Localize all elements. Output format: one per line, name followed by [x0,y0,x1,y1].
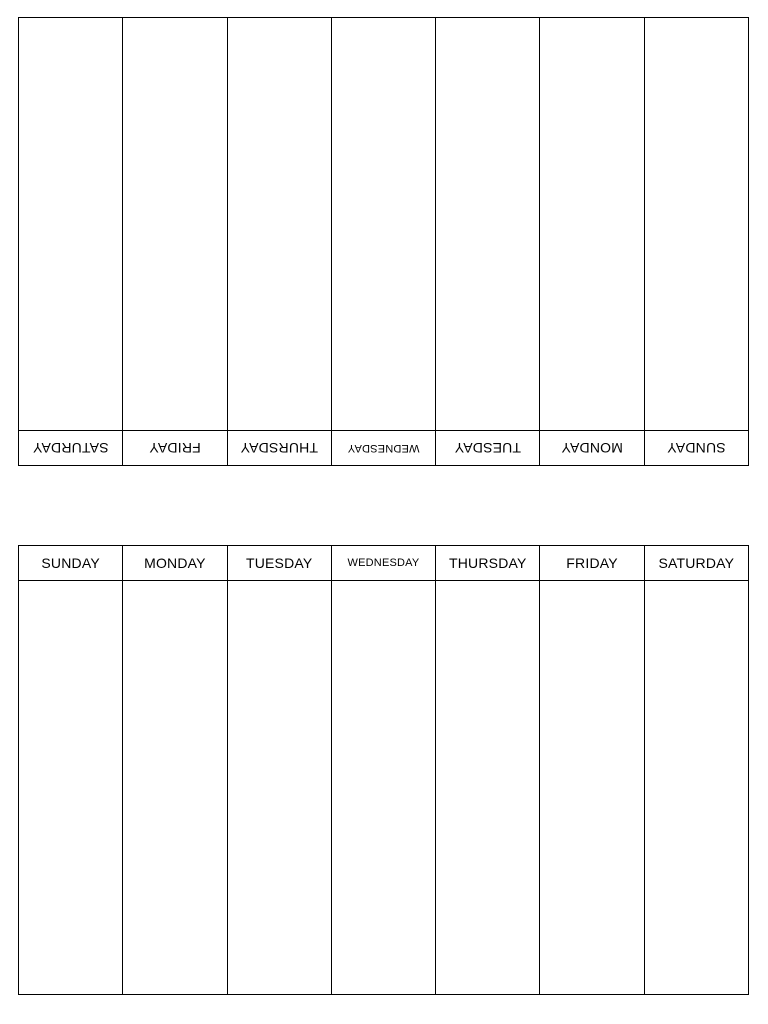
day-cell-wednesday[interactable] [332,581,435,994]
weekly-calendar-upside-down [18,17,749,466]
day-cell-monday[interactable] [123,581,226,994]
day-column-sunday [19,546,122,994]
day-header-wednesday: WEDNESDAY [332,546,435,581]
day-header-wednesday: WEDNESDAY [332,430,435,465]
day-cell-sunday[interactable] [19,581,122,994]
weekly-calendar [18,545,749,995]
day-cell-sunday[interactable] [645,18,748,430]
day-header-monday: MONDAY [540,430,643,465]
day-cell-thursday[interactable] [228,18,331,430]
day-header-thursday: THURSDAY [436,546,539,581]
day-column-sunday [645,18,748,465]
day-header-tuesday: TUESDAY [436,430,539,465]
day-header-saturday: SATURDAY [645,546,748,581]
day-header-friday: FRIDAY [540,546,643,581]
day-column-tuesday [227,546,331,994]
day-column-tuesday [436,18,540,465]
day-column-wednesday [331,546,435,994]
day-column-friday [539,546,643,994]
day-cell-tuesday[interactable] [228,581,331,994]
day-cell-saturday[interactable] [19,18,122,430]
day-cell-friday[interactable] [123,18,226,430]
day-header-friday: FRIDAY [123,430,226,465]
day-header-thursday: THURSDAY [228,430,331,465]
day-cell-saturday[interactable] [645,581,748,994]
day-cell-friday[interactable] [540,581,643,994]
day-column-friday [123,18,227,465]
day-header-sunday: SUNDAY [645,430,748,465]
day-header-saturday: SATURDAY [19,430,122,465]
day-cell-wednesday[interactable] [332,18,435,430]
day-cell-monday[interactable] [540,18,643,430]
day-header-sunday: SUNDAY [19,546,122,581]
day-column-thursday [435,546,539,994]
day-cell-tuesday[interactable] [436,18,539,430]
day-column-monday [122,546,226,994]
day-column-wednesday [332,18,436,465]
day-cell-thursday[interactable] [436,581,539,994]
day-column-thursday [228,18,332,465]
day-header-monday: MONDAY [123,546,226,581]
day-column-monday [540,18,644,465]
day-column-saturday [19,18,123,465]
day-column-saturday [644,546,748,994]
day-header-tuesday: TUESDAY [228,546,331,581]
